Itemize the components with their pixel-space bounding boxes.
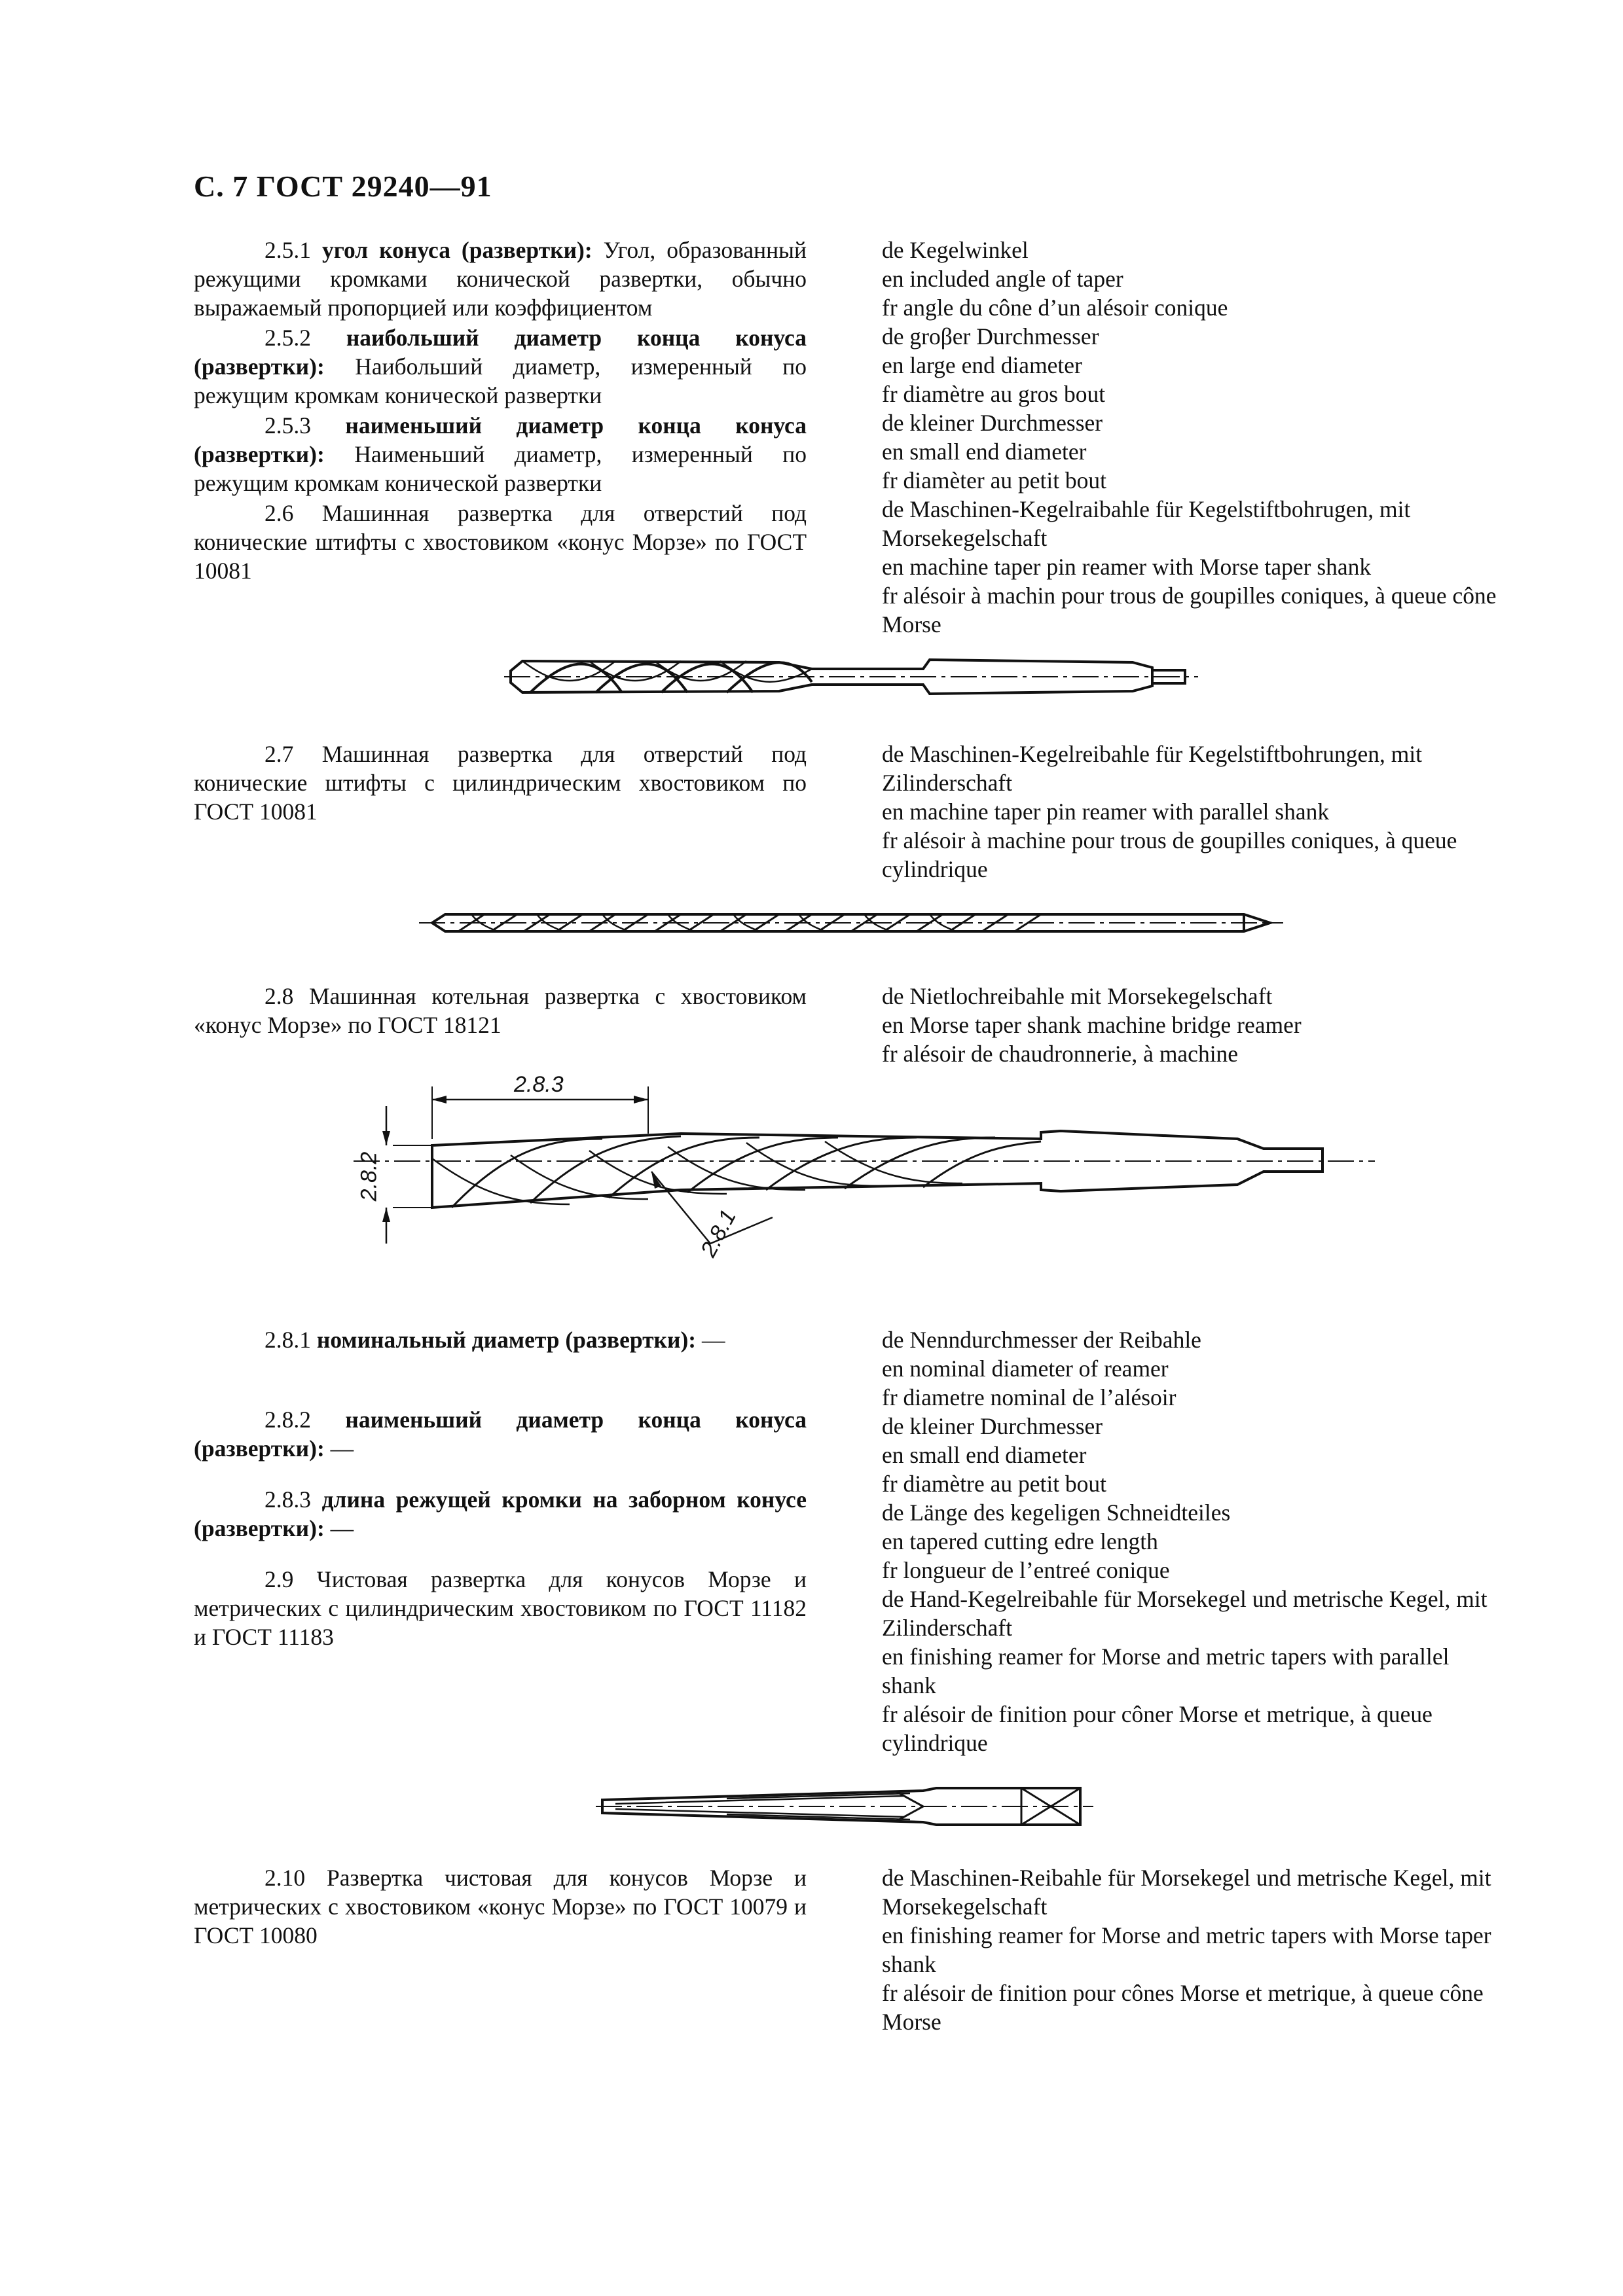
figure-taper-pin-reamer-morse-shank [504,641,1198,713]
ru-entry-2-8-2: 2.8.2 наименьший диаметр конца конуса (развертки): — [194,1407,807,1462]
ru-entry-2-6: 2.6 Машинная развертка для отверстий под конические штифты с хвостовиком «конус Морзе» по ГОСТ 10081 [194,500,807,584]
translation-line: de Nietlochreibahle mit Morsekegelschaft [882,983,1273,1009]
translation-line: en nominal diameter of reamer [882,1355,1169,1382]
translation-line: fr alésoir de finition pour cônes Morse et metrique, à queue cône Morse [882,1980,1484,2035]
ru-block-1 [194,236,807,585]
translation-line: de Maschinen-Reibahle für Morsekegel und metrische Kegel, mit Morsekegelschaft [882,1865,1491,1920]
translation-line: fr alésoir de finition pour côner Morse et metrique, à queue cylindrique [882,1701,1432,1756]
figure-taper-pin-reamer-parallel-shank [419,900,1283,946]
translation-line: en small end diameter [882,1442,1087,1468]
translation-line: de Kegelwinkel [882,237,1029,263]
page-header: С. 7 ГОСТ 29240—91 [194,170,492,203]
translation-line: de Maschinen-Kegelreibahle für Kegelstiftbohrungen, mit Zilinderschaft [882,741,1423,796]
bridge-reamer-drawing [354,1073,1375,1322]
translation-line: en machine taper pin reamer with Morse taper shank [882,554,1372,580]
translation-line: fr diamètre au gros bout [882,381,1106,407]
translation-line: de groβer Durchmesser [882,323,1099,350]
translation-line: fr angle du cône d’un alésoir conique [882,295,1228,321]
ru-entry-2-5-3: 2.5.3 наименьший диаметр конца конуса (развертки): Наименьший диаметр, измеренный по режущим кромкам конической развертки [194,412,807,496]
ru-block-5 [194,1863,807,1950]
translation-line: de Maschinen-Kegelraibahle für Kegelstiftbohrugen, mit Morsekegelschaft [882,496,1411,551]
ru-entry-2-10: 2.10 Развертка чистовая для конусов Морзе и метрических с хвостовиком «конус Морзе» по ГОСТ 10079 и ГОСТ 10080 [194,1865,807,1948]
figure-finishing-reamer-parallel-shank [596,1774,1093,1839]
figure-bridge-reamer [354,1073,1375,1322]
ru-entry-2-5-2: 2.5.2 наибольший диаметр конца конуса (развертки): Наибольший диаметр, измеренный по режущим кромкам конической развертки [194,325,807,408]
ru-block-2 [194,740,807,826]
translation-line: en machine taper pin reamer with parallel shank [882,798,1330,825]
translations-block-2 [882,740,1497,884]
ru-entry-2-5-1: 2.5.1 угол конуса (развертки): Угол, образованный режущими кромками конической развертки, обычно выражаемый пропорцией или коэффициентом [194,237,807,321]
ru-entry-2-8: 2.8 Машинная котельная развертка с хвостовиком «конус Морзе» по ГОСТ 18121 [194,983,807,1038]
translation-line: en large end diameter [882,352,1082,378]
translation-line: de Hand-Kegelreibahle für Morsekegel und metrische Kegel, mit Zilinderschaft [882,1586,1487,1641]
translation-line: en finishing reamer for Morse and metric tapers with Morse taper shank [882,1922,1491,1977]
translation-line: de kleiner Durchmesser [882,1413,1103,1439]
translation-line: de Länge des kegeligen Schneidteiles [882,1499,1231,1526]
translation-line: en tapered cutting edre length [882,1528,1158,1554]
translation-line: fr longueur de l’entreé conique [882,1557,1170,1583]
translation-line: fr diametre nominal de l’alésoir [882,1384,1176,1410]
ru-entry-2-9: 2.9 Чистовая развертка для конусов Морзе и метрических с цилиндрическим хвостовиком по ГОСТ 11182 и ГОСТ 11183 [194,1566,807,1650]
ru-entry-2-8-3: 2.8.3 длина режущей кромки на заборном конусе (развертки): — [194,1486,807,1541]
translations-block-4 [882,1325,1497,1757]
translations-block-5 [882,1863,1497,2036]
dim-label-2-8-3: 2.8.3 [514,1072,564,1097]
translations-block-3 [882,982,1497,1068]
translation-line: en Morse taper shank machine bridge reamer [882,1012,1302,1038]
translation-line: de Nenndurchmesser der Reibahle [882,1327,1201,1353]
ru-entry-2-7: 2.7 Машинная развертка для отверстий под конические штифты с цилиндрическим хвостовиком по ГОСТ 10081 [194,741,807,825]
dim-label-2-8-1: 2.8.1 [695,1205,741,1261]
translations-block-1 [882,236,1497,639]
translation-line: en included angle of taper [882,266,1123,292]
translation-line: fr diamètre au petit bout [882,1471,1107,1497]
translation-line: fr alésoir à machine pour trous de goupilles coniques, à queue cylindrique [882,827,1457,882]
translation-line: fr alésoir à machin pour trous de goupilles coniques, à queue cône Morse [882,583,1497,637]
translation-line: fr alésoir de chaudronnerie, à machine [882,1041,1239,1067]
translation-line: en small end diameter [882,439,1087,465]
translation-line: de kleiner Durchmesser [882,410,1103,436]
ru-block-4 [194,1325,807,1651]
translation-line: en finishing reamer for Morse and metric tapers with parallel shank [882,1643,1450,1698]
ru-entry-2-8-1: 2.8.1 номинальный диаметр (развертки): — [264,1327,725,1353]
ru-block-3 [194,982,807,1039]
translation-line: fr diamèter au petit bout [882,467,1107,493]
dim-label-2-8-2: 2.8.2 [356,1151,382,1202]
